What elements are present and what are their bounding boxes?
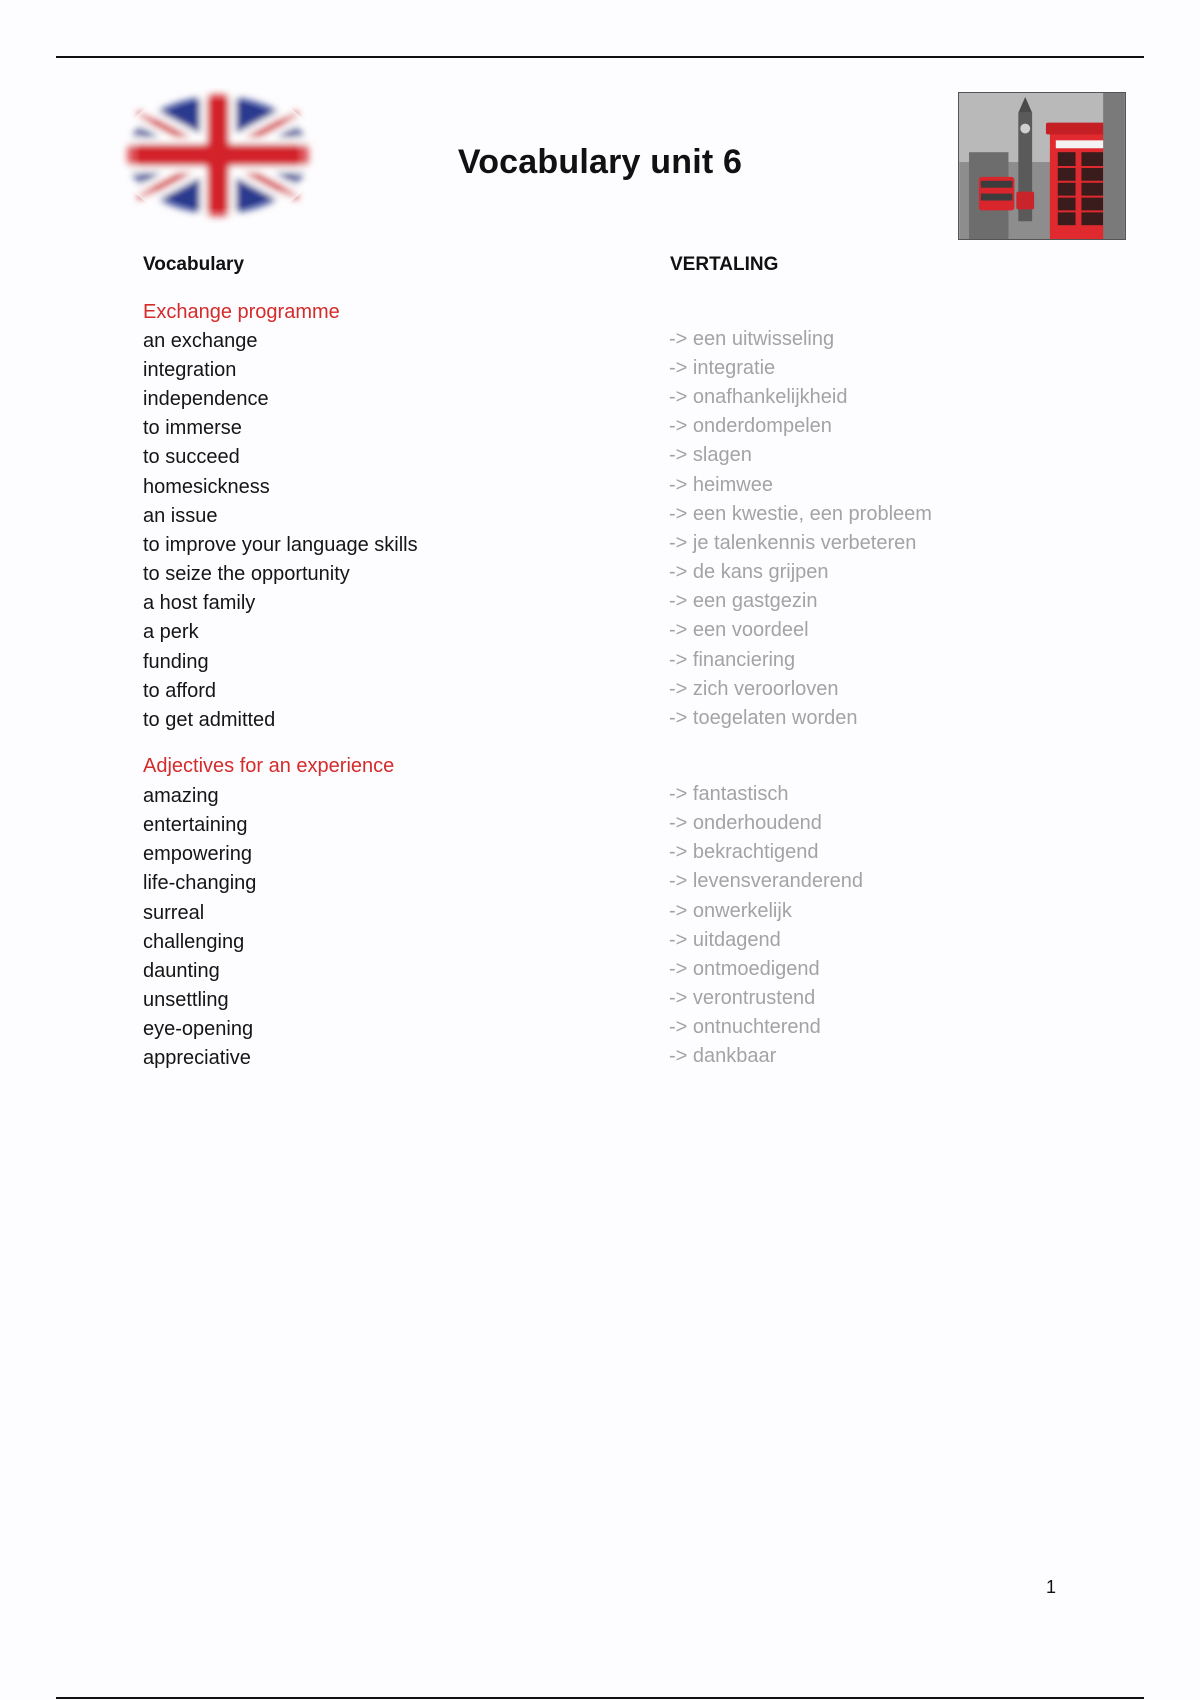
vocab-term: to succeed — [143, 446, 240, 468]
vocab-term: to afford — [143, 680, 217, 702]
vocabulary-column-header: Vocabulary — [143, 254, 245, 275]
vocab-term: to seize the opportunity — [143, 563, 350, 585]
bottom-rule — [56, 1697, 1144, 1699]
vocab-term: a perk — [143, 621, 199, 643]
vocab-translation: -> ontnuchterend — [669, 1016, 821, 1038]
vocab-translation: -> integratie — [669, 357, 776, 379]
vocab-translation: -> een voordeel — [669, 619, 809, 641]
section-heading: Exchange programme — [143, 301, 340, 323]
vocab-translation: -> toegelaten worden — [669, 707, 858, 729]
vocab-translation: -> levensveranderend — [669, 870, 864, 892]
vocab-term: a host family — [143, 592, 256, 614]
vocab-translation: -> zich veroorloven — [669, 678, 839, 700]
vocab-translation: -> fantastisch — [669, 783, 789, 805]
section-heading: Adjectives for an experience — [143, 755, 395, 777]
vocab-translation: -> een uitwisseling — [669, 328, 835, 350]
vocab-term: integration — [143, 359, 237, 381]
vocab-term: surreal — [143, 902, 205, 924]
vocab-term: eye-opening — [143, 1018, 254, 1040]
vocab-translation: -> een gastgezin — [669, 590, 818, 612]
translation-column-header: VERTALING — [670, 254, 779, 275]
vocab-term: unsettling — [143, 989, 229, 1011]
vocab-translation: -> je talenkennis verbeteren — [669, 532, 917, 554]
vocab-term: challenging — [143, 931, 245, 953]
vocab-term: funding — [143, 651, 209, 673]
vocab-translation: -> een kwestie, een probleem — [669, 503, 932, 525]
vocab-term: entertaining — [143, 814, 248, 836]
vocab-term: an exchange — [143, 330, 258, 352]
vocab-term: appreciative — [143, 1047, 251, 1069]
page-number: 1 — [1046, 1577, 1057, 1597]
vocab-term: amazing — [143, 785, 219, 807]
vocab-term: an issue — [143, 505, 218, 527]
vocab-translation: -> financiering — [669, 649, 796, 671]
vocab-term: homesickness — [143, 476, 270, 498]
vocab-translation: -> de kans grijpen — [669, 561, 829, 583]
vocab-translation: -> onderdompelen — [669, 415, 832, 437]
vocab-translation: -> verontrustend — [669, 987, 816, 1009]
vocab-term: to immerse — [143, 417, 242, 439]
vocab-translation: -> ontmoedigend — [669, 958, 820, 980]
top-rule — [56, 56, 1144, 58]
vocab-translation: -> onderhoudend — [669, 812, 822, 834]
vocab-translation: -> heimwee — [669, 474, 773, 496]
vocab-term: to improve your language skills — [143, 534, 418, 556]
vocab-translation: -> dankbaar — [669, 1045, 777, 1067]
vocab-translation: -> onafhankelijkheid — [669, 386, 848, 408]
vocab-translation: -> bekrachtigend — [669, 841, 819, 863]
page-title: Vocabulary unit 6 — [457, 143, 743, 181]
vocab-term: daunting — [143, 960, 220, 982]
vocab-translation: -> slagen — [669, 444, 752, 466]
vocab-term: independence — [143, 388, 269, 410]
vocab-term: life-changing — [143, 872, 257, 894]
vocab-translation: -> onwerkelijk — [669, 900, 792, 922]
vocab-term: empowering — [143, 843, 252, 865]
vocab-term: to get admitted — [143, 709, 276, 731]
vocab-translation: -> uitdagend — [669, 929, 781, 951]
